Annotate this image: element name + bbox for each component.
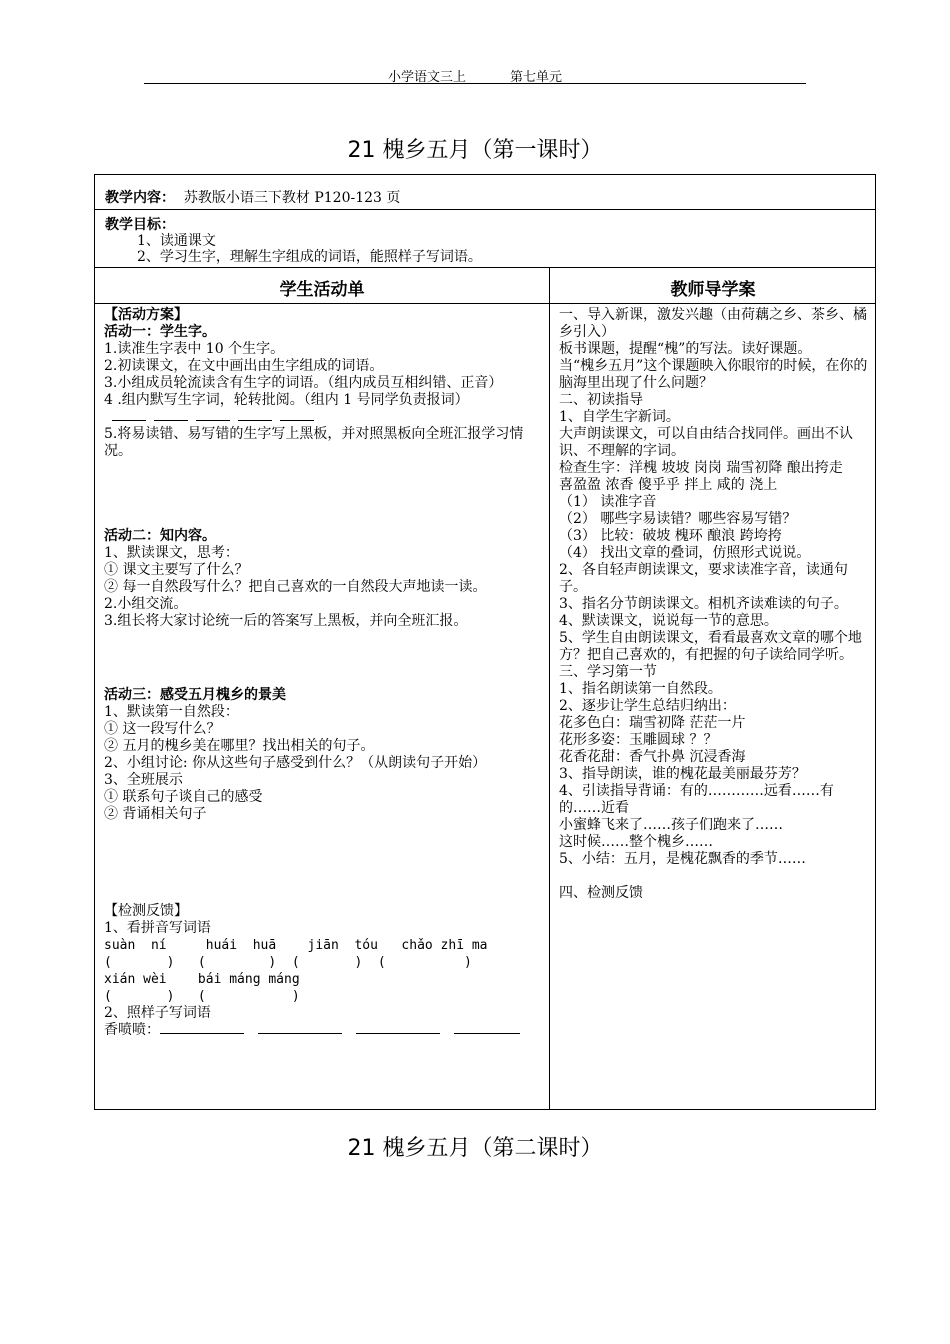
activity-3-heading: 活动三：感受五月槐乡的景美 [104,687,286,703]
guide-line: 花香花甜：香气扑鼻 沉浸香海 [559,749,746,765]
guide-line: 2、逐步让学生总结归纳出： [559,698,736,714]
content-row [105,187,400,207]
teacher-column-header: 教师导学案 [670,280,756,300]
activity-line: 4 .组内默写生字词，轮转批阅。（组内 1 号同学负责报词） [104,392,469,408]
activity-line: 2、小组讨论: 你从这些句子感受到什么？（从朗读句子开始） [104,755,487,771]
guide-line: 4、引读指导背诵：有的…………远看……有的……近看 [559,783,834,816]
divider [95,209,875,210]
goal-item: 1、读通课文 [137,233,216,249]
guide-line: （2） 哪些字易读错？哪些容易写错？ [559,511,797,527]
teacher-guide-column [559,307,871,902]
guide-line: 一、导入新课，激发兴趣（由荷藕之乡、茶乡、橘乡引入） [559,307,867,340]
feedback-item: 2、照样子写词语 [104,1005,211,1021]
content-label: 教学内容： [105,190,175,206]
activity-line: 1.读准生字表中 10 个生字。 [104,341,285,357]
plan-heading: 【活动方案】 [104,307,188,323]
guide-line: 花形多姿：玉雕圆球 ？？ [559,732,718,748]
example-word: 香喷喷： [104,1022,160,1038]
guide-line: 四、检测反馈 [559,885,643,901]
activity-line: 3.组长将大家讨论统一后的答案写上黑板，并向全班汇报。 [104,613,468,629]
guide-line: 当“槐乡五月”这个课题映入你眼帘的时候，在你的脑海里出现了什么问题？ [559,358,868,391]
guide-line: 1、指名朗读第一自然段。 [559,681,722,697]
header-unit: 第七单元 [510,70,563,85]
activity-line: 1、默读第一自然段： [104,704,239,720]
guide-line: 5、小结：五月，是槐花飘香的季节…… [559,851,806,867]
goal-item: 2、学习生字，理解生字组成的词语，能照样子写词语。 [137,249,482,265]
example-row [104,1022,542,1039]
student-column-header: 学生活动单 [279,280,365,300]
answer-blank[interactable] [160,1033,244,1034]
header-rule [144,83,806,84]
goals-label: 教学目标： [105,217,175,233]
activity-line: 5.将易读错、易写错的生字写上黑板，并对照黑板向全班汇报学习情况。 [104,426,524,459]
guide-line: 三、学习第一节 [559,664,657,680]
guide-line: 小蜜蜂飞来了……孩子们跑来了…… [559,817,783,833]
guide-line: 二、初读指导 [559,392,643,408]
content-value: 苏教版小语三下教材 P120-123 页 [183,190,401,206]
guide-line: 花多色白：瑞雪初降 茫茫一片 [559,715,746,731]
lesson-title-1: 21 槐乡五月（第一课时） [347,138,603,163]
pinyin-line: xián wèi bái máng máng [104,972,300,987]
activity-line: ② 五月的槐乡美在哪里？找出相关的句子。 [104,738,375,754]
dictation-blanks [104,409,542,426]
activity-line: ② 背诵相关句子 [104,806,207,822]
lesson-title-2: 21 槐乡五月（第二课时） [347,1136,603,1161]
activity-line: 1、默读课文，思考： [104,545,239,561]
goals-row [105,217,482,265]
guide-line: 3、指导朗读，谁的槐花最美丽最芬芳？ [559,766,806,782]
lesson-table [94,174,876,1110]
activity-1-heading: 活动一：学生字。 [104,324,216,340]
guide-line: （1） 读准字音 [559,494,657,510]
activity-line: ② 每一自然段写什么？把自己喜欢的一自然段大声地读一读。 [104,579,487,595]
answer-blank[interactable] [356,1033,440,1034]
activity-line: 3、全班展示 [104,772,183,788]
guide-line: 大声朗读课文，可以自由结合找同伴。画出不认识、不理解的字词。 [559,426,853,459]
answer-blank[interactable] [258,1033,342,1034]
guide-line: 4、默读课文，说说每一节的意思。 [559,613,778,629]
guide-line: 板书课题，提醒“槐”的写法。读好课题。 [559,341,812,357]
answer-parens: ( ) ( ) [104,989,300,1004]
activity-line: 3.小组成员轮流读含有生字的词语。（组内成员互相纠错、正音） [104,375,503,391]
activity-line: ① 课文主要写了什么？ [104,562,249,578]
divider [95,303,875,304]
feedback-heading: 【检测反馈】 [104,903,188,919]
guide-line: 3、指名分节朗读课文。相机齐读难读的句子。 [559,596,848,612]
guide-line: 喜盈盈 浓香 傻乎乎 拌上 咸的 浇上 [559,477,778,493]
pinyin-line: suàn ní huái huā jiān tóu chǎo zhī ma [104,938,488,953]
guide-line: （3） 比较：破坡 槐环 酿浪 跨垮挎 [559,528,782,544]
activity-line: ① 联系句子谈自己的感受 [104,789,263,805]
header-subject: 小学语文三上 [387,70,466,85]
guide-line: 1、自学生字新词。 [559,409,680,425]
student-activity-column [104,307,542,1039]
guide-line: 5、学生自由朗读课文，看看最喜欢文章的哪个地方？把自己喜欢的，有把握的句子读给同学听。 [559,630,862,663]
activity-line: 2.初读课文，在文中画出由生字组成的词语。 [104,358,384,374]
guide-line: 2、各自轻声朗读课文，要求读准字音，读通句子。 [559,562,848,595]
guide-line: （4） 找出文章的叠词，仿照形式说说。 [559,545,811,561]
guide-line: 这时候……整个槐乡…… [559,834,713,850]
feedback-item: 1、看拼音写词语 [104,920,211,936]
activity-2-heading: 活动二：知内容。 [104,528,216,544]
divider [95,267,875,268]
guide-line [559,868,871,885]
activity-line: ① 这一段写什么？ [104,721,221,737]
column-divider [549,267,550,1109]
activity-line: 2.小组交流。 [104,596,188,612]
answer-parens: ( ) ( ) ( ) ( ) [104,955,472,970]
guide-line: 检查生字：洋槐 坡坡 岗岗 瑞雪初降 酿出挎走 [559,460,843,476]
answer-blank[interactable] [454,1033,520,1034]
